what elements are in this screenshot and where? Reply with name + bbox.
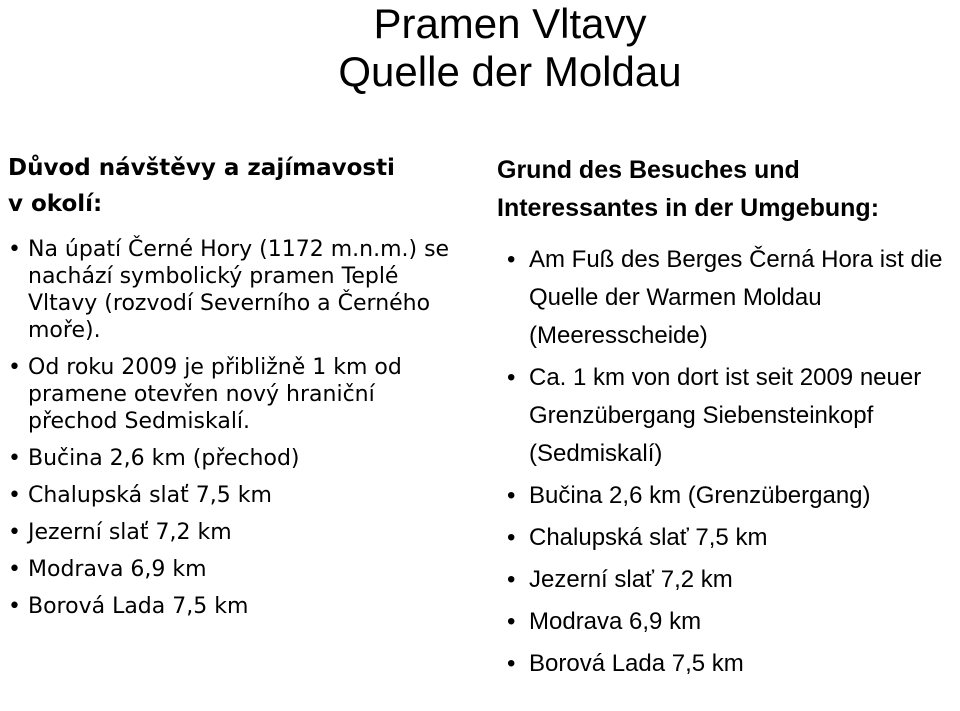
- bullet-icon: •: [507, 524, 516, 551]
- list-item-text: Borová Lada 7,5 km: [28, 594, 249, 619]
- list-item: [497, 477, 957, 515]
- bullet-icon: •: [507, 246, 516, 273]
- bullet-icon: •: [8, 237, 21, 262]
- list-item: [8, 354, 470, 435]
- list-item-text: Od roku 2009 je přibližně 1 km od pramene otevřen nový hraniční přechod Sedmiskalí.: [28, 355, 402, 434]
- list-item-text: Chalupská slať 7,5 km: [28, 483, 272, 508]
- german-bullet-list: [497, 241, 957, 683]
- list-item: [497, 519, 957, 557]
- list-item: [497, 645, 957, 683]
- list-item: [8, 482, 470, 509]
- list-item: [497, 603, 957, 641]
- bullet-icon: •: [8, 446, 21, 471]
- bullet-icon: •: [8, 483, 21, 508]
- list-item: [8, 519, 470, 546]
- bullet-icon: •: [8, 557, 21, 582]
- list-item: [8, 593, 470, 620]
- list-item-text: Modrava 6,9 km: [529, 608, 702, 635]
- bullet-icon: •: [507, 364, 516, 391]
- bullet-icon: •: [8, 355, 21, 380]
- list-item-text: Modrava 6,9 km: [28, 557, 207, 582]
- list-item: [497, 241, 957, 355]
- list-item-text: Bučina 2,6 km (Grenzübergang): [529, 482, 871, 509]
- czech-column: [8, 150, 470, 630]
- bullet-icon: •: [8, 594, 21, 619]
- list-item: [497, 561, 957, 599]
- list-item: [497, 359, 957, 473]
- list-item-text: Chalupská slať 7,5 km: [529, 524, 768, 551]
- czech-bullet-list: [8, 236, 470, 620]
- bullet-icon: •: [507, 566, 516, 593]
- list-item-text: Am Fuß des Berges Černá Hora ist die Quelle der Warmen Moldau (Meeresscheide): [529, 246, 943, 349]
- list-item: [8, 556, 470, 583]
- german-column: [497, 150, 957, 687]
- german-heading: [497, 151, 957, 227]
- german-heading-line-2: Interessantes in der Umgebung:: [497, 194, 880, 222]
- list-item-text: Borová Lada 7,5 km: [529, 650, 744, 677]
- czech-heading-line-2: v okolí:: [8, 191, 103, 217]
- list-item-text: Jezerní slať 7,2 km: [529, 566, 733, 593]
- czech-heading-line-1: Důvod návštěvy a zajímavosti: [8, 155, 395, 181]
- list-item-text: Ca. 1 km von dort ist seit 2009 neuer Grenzübergang Siebensteinkopf (Sedmiskalí): [529, 364, 922, 467]
- bullet-icon: •: [8, 520, 21, 545]
- list-item-text: Na úpatí Černé Hory (1172 m.n.m.) se nachází symbolický pramen Teplé Vltavy (rozvodí Severního a Černého moře).: [28, 237, 450, 343]
- list-item: [8, 236, 470, 344]
- list-item: [8, 445, 470, 472]
- bullet-icon: •: [507, 608, 516, 635]
- title-german: Quelle der Moldau: [338, 48, 682, 95]
- german-heading-line-1: Grund des Besuches und: [497, 156, 800, 184]
- bullet-icon: •: [507, 482, 516, 509]
- list-item-text: Bučina 2,6 km (přechod): [28, 446, 300, 471]
- slide-title: [230, 0, 790, 96]
- list-item-text: Jezerní slať 7,2 km: [28, 520, 232, 545]
- czech-heading: [8, 150, 470, 222]
- title-czech: Pramen Vltavy: [373, 0, 647, 47]
- bullet-icon: •: [507, 650, 516, 677]
